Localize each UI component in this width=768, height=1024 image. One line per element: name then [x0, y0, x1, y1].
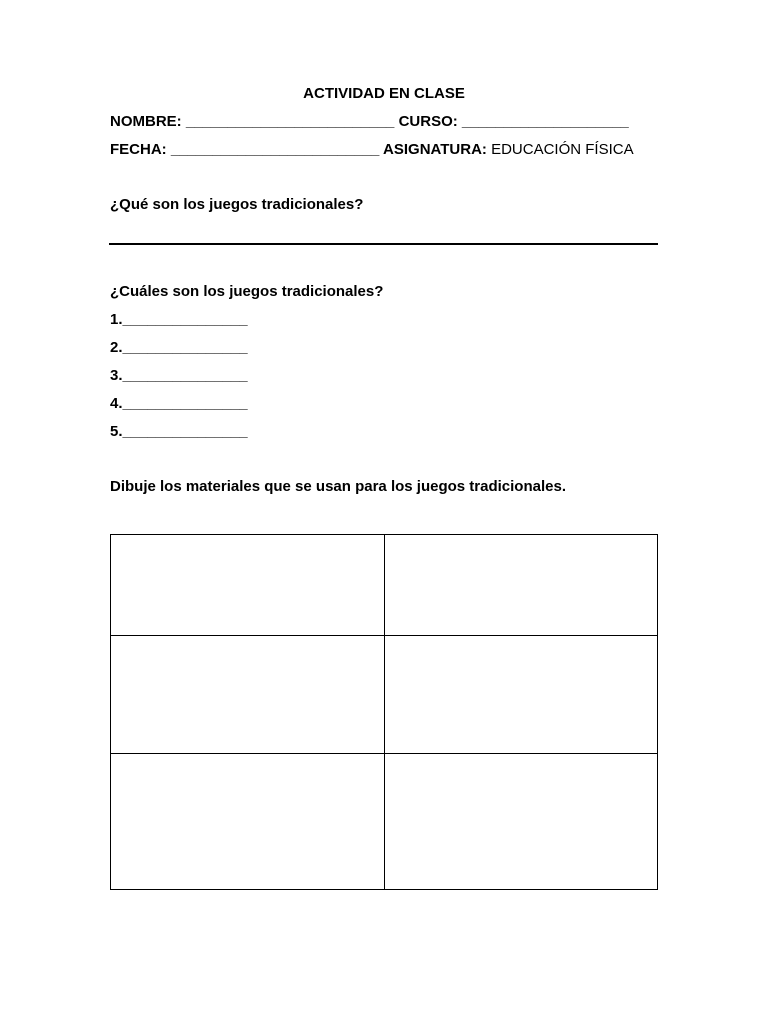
asignatura-label: ASIGNATURA:	[383, 141, 487, 158]
name-course-row	[110, 113, 629, 130]
drawing-cell[interactable]	[111, 754, 385, 889]
page-title: ACTIVIDAD EN CLASE	[303, 85, 465, 102]
list-item[interactable]: 5._______________	[110, 423, 248, 440]
list-item[interactable]: 2._______________	[110, 339, 248, 356]
date-subject-row	[110, 141, 634, 158]
nombre-label: NOMBRE:	[110, 113, 182, 130]
fecha-label: FECHA:	[110, 141, 167, 158]
curso-blank[interactable]: ____________________	[457, 113, 629, 130]
drawing-cell[interactable]	[385, 636, 658, 754]
drawing-cell[interactable]	[111, 535, 385, 636]
list-item[interactable]: 4._______________	[110, 395, 248, 412]
drawing-cell[interactable]	[111, 636, 385, 754]
drawing-cell[interactable]	[385, 535, 658, 636]
question-2: ¿Cuáles son los juegos tradicionales?	[110, 283, 384, 300]
asignatura-value: EDUCACIÓN FÍSICA	[486, 141, 634, 158]
nombre-blank[interactable]: _________________________	[181, 113, 399, 130]
drawing-cell[interactable]	[385, 754, 658, 889]
drawing-table	[110, 534, 658, 890]
curso-label: CURSO:	[398, 113, 458, 130]
question-3: Dibuje los materiales que se usan para los juegos tradicionales.	[110, 478, 566, 495]
list-item[interactable]: 1._______________	[110, 311, 248, 328]
fecha-blank[interactable]: _________________________	[166, 141, 384, 158]
list-item[interactable]: 3._______________	[110, 367, 248, 384]
answer-line[interactable]	[109, 243, 658, 245]
question-1: ¿Qué son los juegos tradicionales?	[110, 196, 364, 213]
